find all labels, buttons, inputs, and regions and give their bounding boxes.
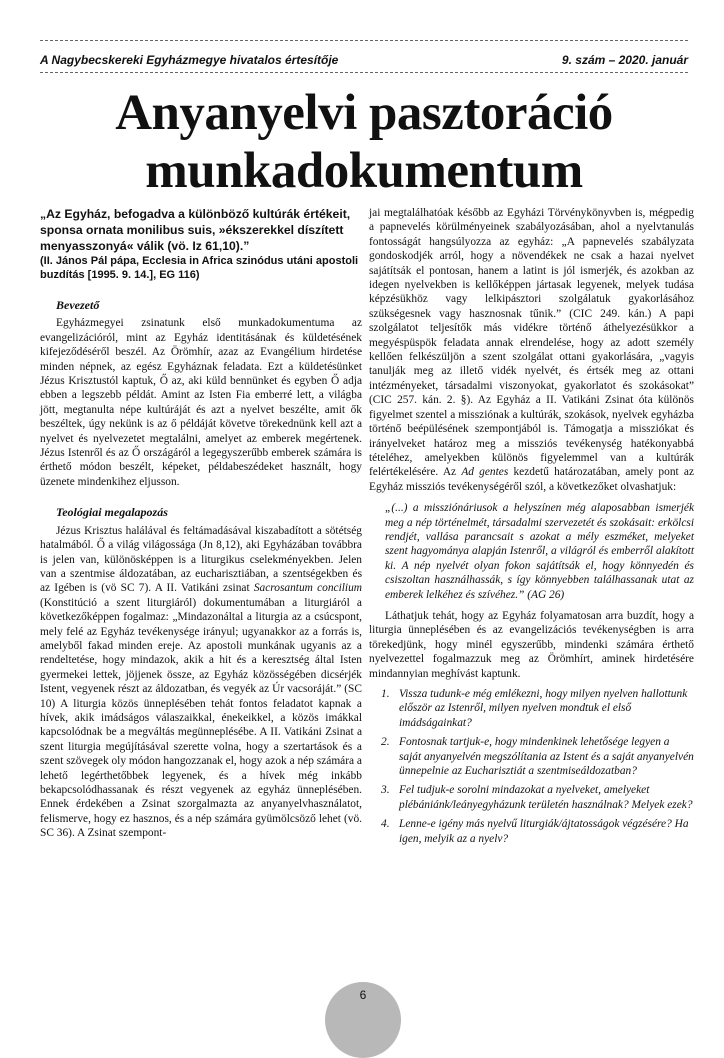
- continuation-paragraph: jai megtalálhatóak később az Egyházi Törvénykönyvben is, mégpedig a papnevelés körülményeinek szabályozásában, ahol a nyelvtanulás fontosságát hangsúlyozza az egyház: „A papnevelés szabályzata gondoskodjék arról, hogy a növendékek ne csak a hazai nyelvet sajátítsák el pontosan, hanem a latint is jól ismerjék, és azokban az idegen nyelvekben is kellőképpen jártasak legyenek, melyek tudása képzésükhöz vagy lelkipásztori szolgálatuk gyakorlásához szükségesnek vagy hasznosnak tűnik.” (CIC 249. kán.) A papi szolgálatot teljesítők más vidékre történő áthelyezésükkor a megyéspüspök feladata annak elrendelése, hogy az adott személy kellően felkészüljön a szent szolgálat ottani gyakorlására, „vagyis tanulják meg az illető vidék nyelvét, és értsék meg az ottani intézményeket, társadalmi viszonyokat, gyakorlatot és szokásokat” (CIC 257. kán. 2. §). Az Egyház a II. Vatikáni Zsinat óta különös figyelmet szentel a missziónak a kultúrák, szokások, nyelvek egyházba történő beépülésének szempontjából is. Támogatja a missziókat és irányelveket határoz meg a missziós tevékenység hatékonyabbá tételéhez, amelyekben különös figyelemmel van a kultúrák felértékelésére. Az Ad gentes kezdetű határozatában, amely pont az Egyház missziós tevékenységéről szól, a következőket olvashatjuk:: [369, 207, 695, 493]
- header-rule-top: [40, 40, 688, 41]
- section-heading-intro: Bevezető: [56, 298, 100, 312]
- issue-date: 9. szám – 2020. január: [561, 53, 688, 67]
- right-column: [369, 206, 694, 851]
- list-item: 3. Fel tudjuk-e sorolni mindazokat a nyelveket, amelyeket plébániánk/leányegyházunk területén használnak? Melyek ezek?: [381, 784, 693, 811]
- ad-gentes-quote: „(...) a missziónáriusok a helyszínen még alaposabban ismerjék meg a nép történelmét, társadalmi szervezetét és szokásait: erkölcsi rendjét, vallása parancsait s azokat a mély eszméket, melyeket szent hagyománya alapján Istenről, a világról és emberről alakított ki. A nép nyelvét olyan fokon sajátítsák el, hogy könnyedén és csiszoltan használhassák, s így könnyebben találhassanak utat az emberek lelkéhez és szívéhez.” (AG 26): [385, 502, 694, 601]
- page-number: 6: [359, 988, 367, 1002]
- epigraph-source: (II. János Pál pápa, Ecclesia in Africa szinódus utáni apostoli buzdítás [1995. 9. 14.], EG 116): [40, 255, 359, 281]
- article-title-line-2: munkadokumentum: [145, 143, 583, 199]
- left-column: [40, 206, 362, 841]
- section-heading-theology: Teológiai megalapozás: [56, 505, 168, 520]
- list-item: 1. Vissza tudunk-e még emlékezni, hogy milyen nyelven hallottunk először az Istenről, milyen nyelven mondtuk el első imádságainkat?: [381, 688, 688, 729]
- article-title-line-1: Anyanyelvi pasztoráció: [115, 85, 613, 141]
- running-header: [40, 53, 688, 67]
- header-rule-bottom: [40, 72, 688, 73]
- intro-paragraph: Egyházmegyei zsinatunk első munkadokumentuma az evangelizációról, mint az Egyház identitásának és küldetésének kifejeződéséről beszél. Az Örömhír, azaz az Evangélium hirdetése minden népnek, az egész Egyháznak feladata. Ezt a küldetésünket Jézus Krisztustól kaptuk, Ő az, aki küld bennünket és egyben Ő adja ebben a legszebb példát. Amint az Isten Fia emberré lett, a világba jött, megtanulta népe kultúráját és azt a nyelvet beszélte, amit ők beszéltek, úgy nekünk is az ő példáját követve törekednünk kell azt a nyelvet és nyelvezetet megtalálni, amelyet az emberek megértenek. Jézus Istenről és az Ő országáról a legegyszerűbb emberek számára is érthető módon beszélt, képeket, példabeszédeket használt, hogy üzenete mindenkihez eljusson.: [40, 317, 362, 488]
- article-title: [40, 84, 688, 200]
- list-item: 4. Lenne-e igény más nyelvű liturgiák/ájtatosságok végzésére? Ha igen, melyik az a nyelv?: [381, 818, 689, 845]
- list-item: 2. Fontosnak tartjuk-e, hogy mindenkinek lehetősége legyen a saját anyanyelvén megszólítania az Istent és a saját anyanyelvén ünnepelnie az Eucharisztiát a szentmiseáldozatban?: [381, 736, 694, 778]
- theology-paragraph: Jézus Krisztus halálával és feltámadásával kiszabadított a sötétség hatalmából. Ő a világ világossága (Jn 8,12), aki Egyházában továbbra is jelen van, különösképpen is a liturgikus cselekményekben. Jelen van a szentmise áldozatában, az eucharisztiában, a szentségekben és az Igében is (vö SC 7). A II. Vatikáni zsinat Sacrosantum concilium (Konstitúció a szent liturgiáról) dokumentumában a liturgiáról a következőképpen fogalmaz: „Mindazonáltal a liturgia az a csúcspont, mely felé az Egyház tevékenysége irányul; ugyanakkor az a forrás is, amelyből fakad minden ereje. Az apostoli munkának ugyanis az a rendeltetése, hogy mindazok, akik a hit és a keresztség által Isten gyermekei lettek, jöjjenek össze, az Egyház közösségében dicsérjék Istent, vegyenek részt az áldozatban, és vegyék az Úr vacsoráját.” (SC 10) A liturgia közös ünneplésében tehát fontos feladatot kapnak a hívek, akik imádságos válaszaikkal, énekeikkel, a közös imákkal kapcsolódnak be a megváltás megünneplésébe. A II. Vatikáni Zsinat a szent liturgia megújításával szerette volna, hogy a szertartások és a szent szövegek oly módon hangozzanak el, hogy azok a nép számára a lehető legérthetőbbek legyenek, és a hívek még inkább bekapcsolódhassanak és részt vegyenek az egyház ünneplésében. Ennek érdekében a Zsinat szorgalmazta az anyanyelvhasználatot, felismerve, hogy ez hasznos, és a nép számára gyümölcsöző lehet (vö. SC 36). A Zsinat szempont-: [40, 524, 363, 840]
- question-list: [369, 687, 694, 846]
- publication-name: A Nagybecskereki Egyházmegye hivatalos értesítője: [40, 53, 339, 67]
- page-number-badge: [325, 982, 401, 1058]
- epigraph-quote: „Az Egyház, befogadva a különböző kultúrák értékeit, sponsa ornata monilibus suis, »ékszerekkel díszített menyasszonyá« válik (vö. Iz 61,10).”: [40, 207, 351, 253]
- summary-paragraph: Láthatjuk tehát, hogy az Egyház folyamatosan arra buzdít, hogy a liturgia ünneplésében és az evangelizációs tevékenységben is arra törekedjünk, hogy minél egyszerűbb, mindenki számára érthető nyelvezettel fogalmazzuk meg az Örömhírt, aminek hirdetésére mindannyian meghívást kaptunk.: [369, 609, 694, 680]
